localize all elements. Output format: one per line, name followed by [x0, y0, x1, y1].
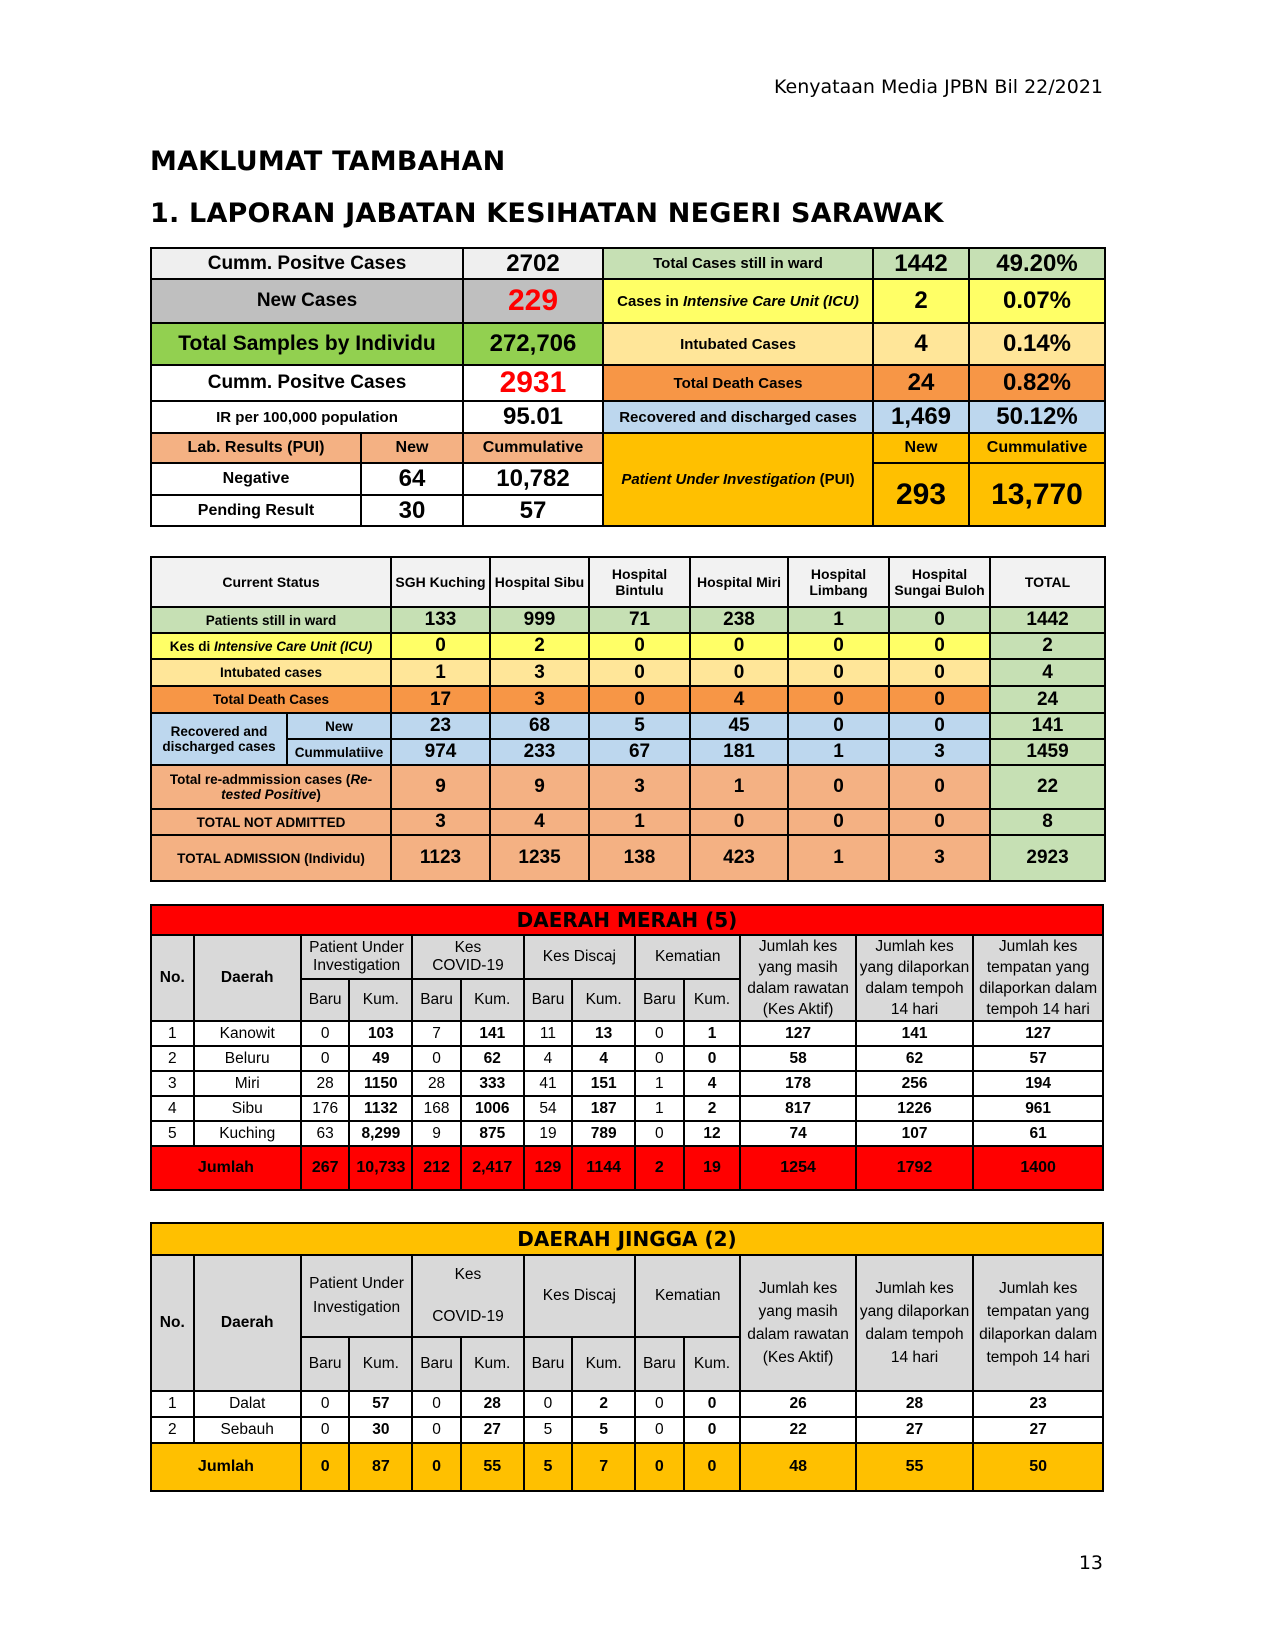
intubated-percent: 0.14% — [969, 323, 1105, 365]
district-cell: 4 — [572, 1046, 635, 1071]
district-cell: 107 — [856, 1121, 973, 1146]
total-samples-value: 272,706 — [463, 323, 603, 365]
status-cell: 4 — [690, 686, 788, 713]
district-name: Kanowit — [194, 1021, 301, 1046]
district-cell: 28 — [412, 1071, 461, 1096]
district-cell: 2 — [151, 1417, 194, 1443]
status-cell: 233 — [490, 739, 589, 765]
negative-new: 64 — [361, 463, 463, 495]
status-row-label: Intubated cases — [151, 659, 391, 686]
status-cell: 0 — [889, 686, 990, 713]
district-cell: 0 — [301, 1391, 350, 1417]
district-cell: 26 — [740, 1391, 855, 1417]
total-cell: 55 — [461, 1443, 524, 1491]
status-cell: 0 — [690, 633, 788, 659]
summary-table — [150, 247, 1106, 527]
district-cell: 8,299 — [349, 1121, 412, 1146]
total-cell: 1254 — [740, 1146, 855, 1190]
district-cell: 817 — [740, 1096, 855, 1121]
district-cell: 0 — [635, 1121, 684, 1146]
icu-percent: 0.07% — [969, 279, 1105, 323]
status-total-cell: 2 — [990, 633, 1105, 659]
status-cell: 0 — [788, 809, 889, 835]
status-cell: 0 — [690, 809, 788, 835]
col-baru: Baru — [412, 979, 461, 1021]
district-cell: 0 — [635, 1046, 684, 1071]
page-number: 13 — [1078, 1552, 1103, 1574]
col-baru: Baru — [301, 979, 350, 1021]
district-row — [151, 1417, 1103, 1443]
total-cell: 7 — [572, 1443, 635, 1491]
status-cell: 4 — [490, 809, 589, 835]
district-cell: 41 — [524, 1071, 573, 1096]
district-cell: 961 — [973, 1096, 1103, 1121]
district-row — [151, 1391, 1103, 1417]
status-cell: 5 — [589, 713, 690, 739]
total-cell: 1792 — [856, 1146, 973, 1190]
status-row-label: TOTAL NOT ADMITTED — [151, 809, 391, 835]
status-cell: 0 — [889, 633, 990, 659]
district-cell: 103 — [349, 1021, 412, 1046]
total-cell: 0 — [684, 1443, 741, 1491]
district-row — [151, 1021, 1103, 1046]
status-cell: 238 — [690, 607, 788, 633]
status-cell: 0 — [889, 713, 990, 739]
col-kum: Kum. — [349, 979, 412, 1021]
col-kum: Kum. — [461, 1337, 524, 1391]
status-cell: 133 — [391, 607, 490, 633]
cumm-positive-label: Cumm. Positve Cases — [151, 248, 463, 279]
district-cell: 0 — [412, 1417, 461, 1443]
negative-label: Negative — [151, 463, 361, 495]
status-header-total: TOTAL — [990, 557, 1105, 607]
status-cell: 1 — [589, 809, 690, 835]
col-tempatan: Jumlah kes tempatan yang dilaporkan dalam tempoh 14 hari — [973, 935, 1103, 1021]
status-cell: 67 — [589, 739, 690, 765]
col-kum: Kum. — [684, 1337, 741, 1391]
district-cell: 57 — [349, 1391, 412, 1417]
col-baru: Baru — [412, 1337, 461, 1391]
district-cell: 1 — [635, 1071, 684, 1096]
status-cell: 1235 — [490, 835, 589, 881]
status-cell: 45 — [690, 713, 788, 739]
district-cell: 0 — [301, 1417, 350, 1443]
cumm-positive-2-label: Cumm. Positve Cases — [151, 365, 463, 401]
section-heading: MAKLUMAT TAMBAHAN — [150, 146, 506, 177]
death-value: 24 — [873, 365, 969, 401]
district-row — [151, 1046, 1103, 1071]
col-no: No. — [151, 1255, 194, 1391]
district-cell: 28 — [461, 1391, 524, 1417]
total-cell: 0 — [635, 1443, 684, 1491]
status-cell: 1123 — [391, 835, 490, 881]
status-header-hospital-bintulu: Hospital Bintulu — [589, 557, 690, 607]
status-row-label: TOTAL ADMISSION (Individu) — [151, 835, 391, 881]
total-cell: 212 — [412, 1146, 461, 1190]
col-baru: Baru — [524, 979, 573, 1021]
status-cell: 0 — [788, 633, 889, 659]
lab-new-header: New — [361, 433, 463, 463]
district-name: Miri — [194, 1071, 301, 1096]
col-kes-discaj: Kes Discaj — [524, 935, 635, 979]
district-cell: 0 — [412, 1391, 461, 1417]
status-header-hospital-miri: Hospital Miri — [690, 557, 788, 607]
district-cell: 333 — [461, 1071, 524, 1096]
district-name: Dalat — [194, 1391, 301, 1417]
status-cell: 3 — [490, 686, 589, 713]
status-row-admission — [151, 835, 1105, 881]
status-cell: 1 — [690, 765, 788, 809]
cumm-positive-2-value: 2931 — [463, 365, 603, 401]
district-name: Sebauh — [194, 1417, 301, 1443]
status-cell: 9 — [490, 765, 589, 809]
status-total-cell: 22 — [990, 765, 1105, 809]
district-cell: 5 — [151, 1121, 194, 1146]
pending-new: 30 — [361, 495, 463, 526]
col-pui: Patient Under Investigation — [301, 935, 412, 979]
district-cell: 1 — [151, 1391, 194, 1417]
status-cell: 0 — [889, 607, 990, 633]
status-cell: 0 — [788, 713, 889, 739]
district-cell: 74 — [740, 1121, 855, 1146]
status-cell: 0 — [589, 633, 690, 659]
district-cell: 1226 — [856, 1096, 973, 1121]
district-cell: 23 — [973, 1391, 1103, 1417]
status-cell: 1 — [788, 607, 889, 633]
pui-new-value: 293 — [873, 463, 969, 526]
col-kum: Kum. — [572, 979, 635, 1021]
district-cell: 58 — [740, 1046, 855, 1071]
recovered-percent: 50.12% — [969, 401, 1105, 433]
district-cell: 5 — [524, 1417, 573, 1443]
report-heading: 1. LAPORAN JABATAN KESIHATAN NEGERI SARAWAK — [150, 198, 944, 229]
district-cell: 0 — [684, 1046, 741, 1071]
status-cell: 999 — [490, 607, 589, 633]
district-cell: 256 — [856, 1071, 973, 1096]
district-cell: 2 — [684, 1096, 741, 1121]
col-kes-discaj: Kes Discaj — [524, 1255, 635, 1337]
total-cell: 0 — [301, 1443, 350, 1491]
cumm-positive-value: 2702 — [463, 248, 603, 279]
orange-zone-title: DAERAH JINGGA (2) — [151, 1223, 1103, 1255]
pending-label: Pending Result — [151, 495, 361, 526]
pui-cumm-value: 13,770 — [969, 463, 1105, 526]
status-row-label: Total re-admmission cases (Re-tested Positive) — [151, 765, 391, 809]
status-row-readmission — [151, 765, 1105, 809]
col-kum: Kum. — [349, 1337, 412, 1391]
district-cell: 12 — [684, 1121, 741, 1146]
total-cell: 267 — [301, 1146, 350, 1190]
district-cell: 1 — [684, 1021, 741, 1046]
district-cell: 178 — [740, 1071, 855, 1096]
status-row-label: Total Death Cases — [151, 686, 391, 713]
status-row-death — [151, 686, 1105, 713]
pui-cumm-header: Cummulative — [969, 433, 1105, 463]
total-cell: 87 — [349, 1443, 412, 1491]
total-label: Jumlah — [151, 1146, 301, 1190]
district-cell: 0 — [412, 1046, 461, 1071]
status-row-not-admitted — [151, 809, 1105, 835]
status-row-intubated — [151, 659, 1105, 686]
status-cell: 2 — [490, 633, 589, 659]
col-baru: Baru — [301, 1337, 350, 1391]
lab-results-label: Lab. Results (PUI) — [151, 433, 361, 463]
col-baru: Baru — [635, 979, 684, 1021]
district-cell: 2 — [572, 1391, 635, 1417]
pui-label: Patient Under Investigation (PUI) — [603, 433, 873, 526]
total-cell: 55 — [856, 1443, 973, 1491]
district-cell: 27 — [973, 1417, 1103, 1443]
status-cell: 0 — [690, 659, 788, 686]
document-reference: Kenyataan Media JPBN Bil 22/2021 — [774, 76, 1103, 98]
district-name: Sibu — [194, 1096, 301, 1121]
district-cell: 2 — [151, 1046, 194, 1071]
status-header-hospital-sibu: Hospital Sibu — [490, 557, 589, 607]
status-cell: 1 — [391, 659, 490, 686]
district-cell: 0 — [635, 1021, 684, 1046]
intubated-label: Intubated Cases — [603, 323, 873, 365]
district-cell: 151 — [572, 1071, 635, 1096]
status-cell: 0 — [589, 686, 690, 713]
recovered-value: 1,469 — [873, 401, 969, 433]
total-cell: 10,733 — [349, 1146, 412, 1190]
district-cell: 141 — [856, 1021, 973, 1046]
status-cell: 0 — [889, 659, 990, 686]
status-header-hospital-sungai-buloh: Hospital Sungai Buloh — [889, 557, 990, 607]
status-cell: 3 — [391, 809, 490, 835]
district-cell: 4 — [151, 1096, 194, 1121]
district-cell: 62 — [461, 1046, 524, 1071]
district-row — [151, 1121, 1103, 1146]
total-cell: 2 — [635, 1146, 684, 1190]
red-zone-title: DAERAH MERAH (5) — [151, 905, 1103, 935]
status-cell: 9 — [391, 765, 490, 809]
status-cell: 0 — [889, 765, 990, 809]
negative-cumm: 10,782 — [463, 463, 603, 495]
total-cell: 0 — [412, 1443, 461, 1491]
col-kes-covid: Kes COVID-19 — [412, 935, 523, 979]
total-cell: 129 — [524, 1146, 573, 1190]
district-cell: 11 — [524, 1021, 573, 1046]
col-baru: Baru — [524, 1337, 573, 1391]
recovered-label: Recovered and discharged cases — [603, 401, 873, 433]
col-kes-aktif: Jumlah kes yang masih dalam rawatan (Kes Aktif) — [740, 1255, 855, 1391]
death-percent: 0.82% — [969, 365, 1105, 401]
red-zone-table — [150, 904, 1104, 1191]
status-cell: 138 — [589, 835, 690, 881]
total-cell: 48 — [740, 1443, 855, 1491]
district-cell: 1150 — [349, 1071, 412, 1096]
orange-zone-total-row — [151, 1443, 1103, 1491]
status-total-cell: 141 — [990, 713, 1105, 739]
status-total-cell: 1459 — [990, 739, 1105, 765]
district-cell: 168 — [412, 1096, 461, 1121]
district-cell: 127 — [973, 1021, 1103, 1046]
district-cell: 28 — [856, 1391, 973, 1417]
ward-label: Total Cases still in ward — [603, 248, 873, 279]
col-kes-covid: Kes COVID-19 — [412, 1255, 523, 1337]
red-zone-total-row — [151, 1146, 1103, 1190]
status-cell: 1 — [788, 739, 889, 765]
district-cell: 63 — [301, 1121, 350, 1146]
pending-cumm: 57 — [463, 495, 603, 526]
district-name: Beluru — [194, 1046, 301, 1071]
status-row-recovered-new — [151, 713, 1105, 739]
col-dilaporkan: Jumlah kes yang dilaporkan dalam tempoh 14 hari — [856, 1255, 973, 1391]
icu-label: Cases in Intensive Care Unit (ICU) — [603, 279, 873, 323]
col-kum: Kum. — [684, 979, 741, 1021]
status-row-ward — [151, 607, 1105, 633]
district-cell: 1132 — [349, 1096, 412, 1121]
status-cell: 17 — [391, 686, 490, 713]
district-cell: 19 — [524, 1121, 573, 1146]
new-cases-label: New Cases — [151, 279, 463, 323]
district-row — [151, 1071, 1103, 1096]
ir-value: 95.01 — [463, 401, 603, 433]
status-cell: 0 — [788, 765, 889, 809]
status-total-cell: 8 — [990, 809, 1105, 835]
district-cell: 4 — [684, 1071, 741, 1096]
status-total-cell: 4 — [990, 659, 1105, 686]
district-row — [151, 1096, 1103, 1121]
district-cell: 1006 — [461, 1096, 524, 1121]
total-cell: 19 — [684, 1146, 741, 1190]
district-cell: 1 — [151, 1021, 194, 1046]
total-label: Jumlah — [151, 1443, 301, 1491]
district-cell: 28 — [301, 1071, 350, 1096]
total-cell: 1400 — [973, 1146, 1103, 1190]
total-samples-label: Total Samples by Individu — [151, 323, 463, 365]
district-cell: 176 — [301, 1096, 350, 1121]
death-label: Total Death Cases — [603, 365, 873, 401]
status-cell: 181 — [690, 739, 788, 765]
status-row-icu — [151, 633, 1105, 659]
district-cell: 194 — [973, 1071, 1103, 1096]
district-cell: 13 — [572, 1021, 635, 1046]
status-cell: 974 — [391, 739, 490, 765]
status-header-sgh-kuching: SGH Kuching — [391, 557, 490, 607]
district-cell: 1 — [635, 1096, 684, 1121]
status-cell: 1 — [788, 835, 889, 881]
district-name: Kuching — [194, 1121, 301, 1146]
col-daerah: Daerah — [194, 1255, 301, 1391]
status-total-cell: 1442 — [990, 607, 1105, 633]
intubated-value: 4 — [873, 323, 969, 365]
status-row-label: New — [287, 713, 391, 739]
status-cell: 3 — [889, 739, 990, 765]
status-cell: 0 — [788, 659, 889, 686]
district-cell: 54 — [524, 1096, 573, 1121]
district-cell: 27 — [461, 1417, 524, 1443]
status-row-label: Cummulatiive — [287, 739, 391, 765]
district-cell: 187 — [572, 1096, 635, 1121]
status-cell: 0 — [788, 686, 889, 713]
col-kes-aktif: Jumlah kes yang masih dalam rawatan (Kes Aktif) — [740, 935, 855, 1021]
recovered-discharged-label: Recovered and discharged cases — [151, 713, 287, 765]
col-baru: Baru — [635, 1337, 684, 1391]
district-cell: 22 — [740, 1417, 855, 1443]
col-tempatan: Jumlah kes tempatan yang dilaporkan dalam tempoh 14 hari — [973, 1255, 1103, 1391]
status-cell: 0 — [589, 659, 690, 686]
col-dilaporkan: Jumlah kes yang dilaporkan dalam tempoh 14 hari — [856, 935, 973, 1021]
ir-label: IR per 100,000 population — [151, 401, 463, 433]
status-row-label: Kes di Intensive Care Unit (ICU) — [151, 633, 391, 659]
col-kematian: Kematian — [635, 1255, 740, 1337]
district-cell: 0 — [301, 1046, 350, 1071]
district-cell: 5 — [572, 1417, 635, 1443]
col-daerah: Daerah — [194, 935, 301, 1021]
district-cell: 49 — [349, 1046, 412, 1071]
district-cell: 0 — [635, 1391, 684, 1417]
status-cell: 423 — [690, 835, 788, 881]
lab-cumm-header: Cummulative — [463, 433, 603, 463]
district-cell: 4 — [524, 1046, 573, 1071]
col-kum: Kum. — [461, 979, 524, 1021]
district-cell: 789 — [572, 1121, 635, 1146]
total-cell: 5 — [524, 1443, 573, 1491]
district-cell: 62 — [856, 1046, 973, 1071]
district-cell: 3 — [151, 1071, 194, 1096]
pui-new-header: New — [873, 433, 969, 463]
district-cell: 875 — [461, 1121, 524, 1146]
status-cell: 3 — [889, 835, 990, 881]
status-total-cell: 2923 — [990, 835, 1105, 881]
district-cell: 0 — [524, 1391, 573, 1417]
status-cell: 3 — [589, 765, 690, 809]
ward-value: 1442 — [873, 248, 969, 279]
total-cell: 50 — [973, 1443, 1103, 1491]
status-header-hospital-limbang: Hospital Limbang — [788, 557, 889, 607]
status-total-cell: 24 — [990, 686, 1105, 713]
status-header-current: Current Status — [151, 557, 391, 607]
district-cell: 0 — [635, 1417, 684, 1443]
orange-zone-table — [150, 1222, 1104, 1492]
district-cell: 0 — [301, 1021, 350, 1046]
district-cell: 0 — [684, 1391, 741, 1417]
district-cell: 61 — [973, 1121, 1103, 1146]
status-cell: 68 — [490, 713, 589, 739]
ward-percent: 49.20% — [969, 248, 1105, 279]
district-cell: 141 — [461, 1021, 524, 1046]
col-kum: Kum. — [572, 1337, 635, 1391]
district-cell: 0 — [684, 1417, 741, 1443]
status-cell: 3 — [490, 659, 589, 686]
district-cell: 7 — [412, 1021, 461, 1046]
new-cases-value: 229 — [463, 279, 603, 323]
col-no: No. — [151, 935, 194, 1021]
status-cell: 0 — [391, 633, 490, 659]
total-cell: 1144 — [572, 1146, 635, 1190]
col-kematian: Kematian — [635, 935, 740, 979]
status-row-recovered-cumm — [151, 739, 1105, 765]
icu-value: 2 — [873, 279, 969, 323]
total-cell: 2,417 — [461, 1146, 524, 1190]
district-cell: 127 — [740, 1021, 855, 1046]
status-cell: 71 — [589, 607, 690, 633]
district-cell: 57 — [973, 1046, 1103, 1071]
col-pui: Patient Under Investigation — [301, 1255, 412, 1337]
district-cell: 27 — [856, 1417, 973, 1443]
hospital-status-table — [150, 556, 1106, 882]
district-cell: 30 — [349, 1417, 412, 1443]
status-cell: 23 — [391, 713, 490, 739]
status-cell: 0 — [889, 809, 990, 835]
status-row-label: Patients still in ward — [151, 607, 391, 633]
district-cell: 9 — [412, 1121, 461, 1146]
